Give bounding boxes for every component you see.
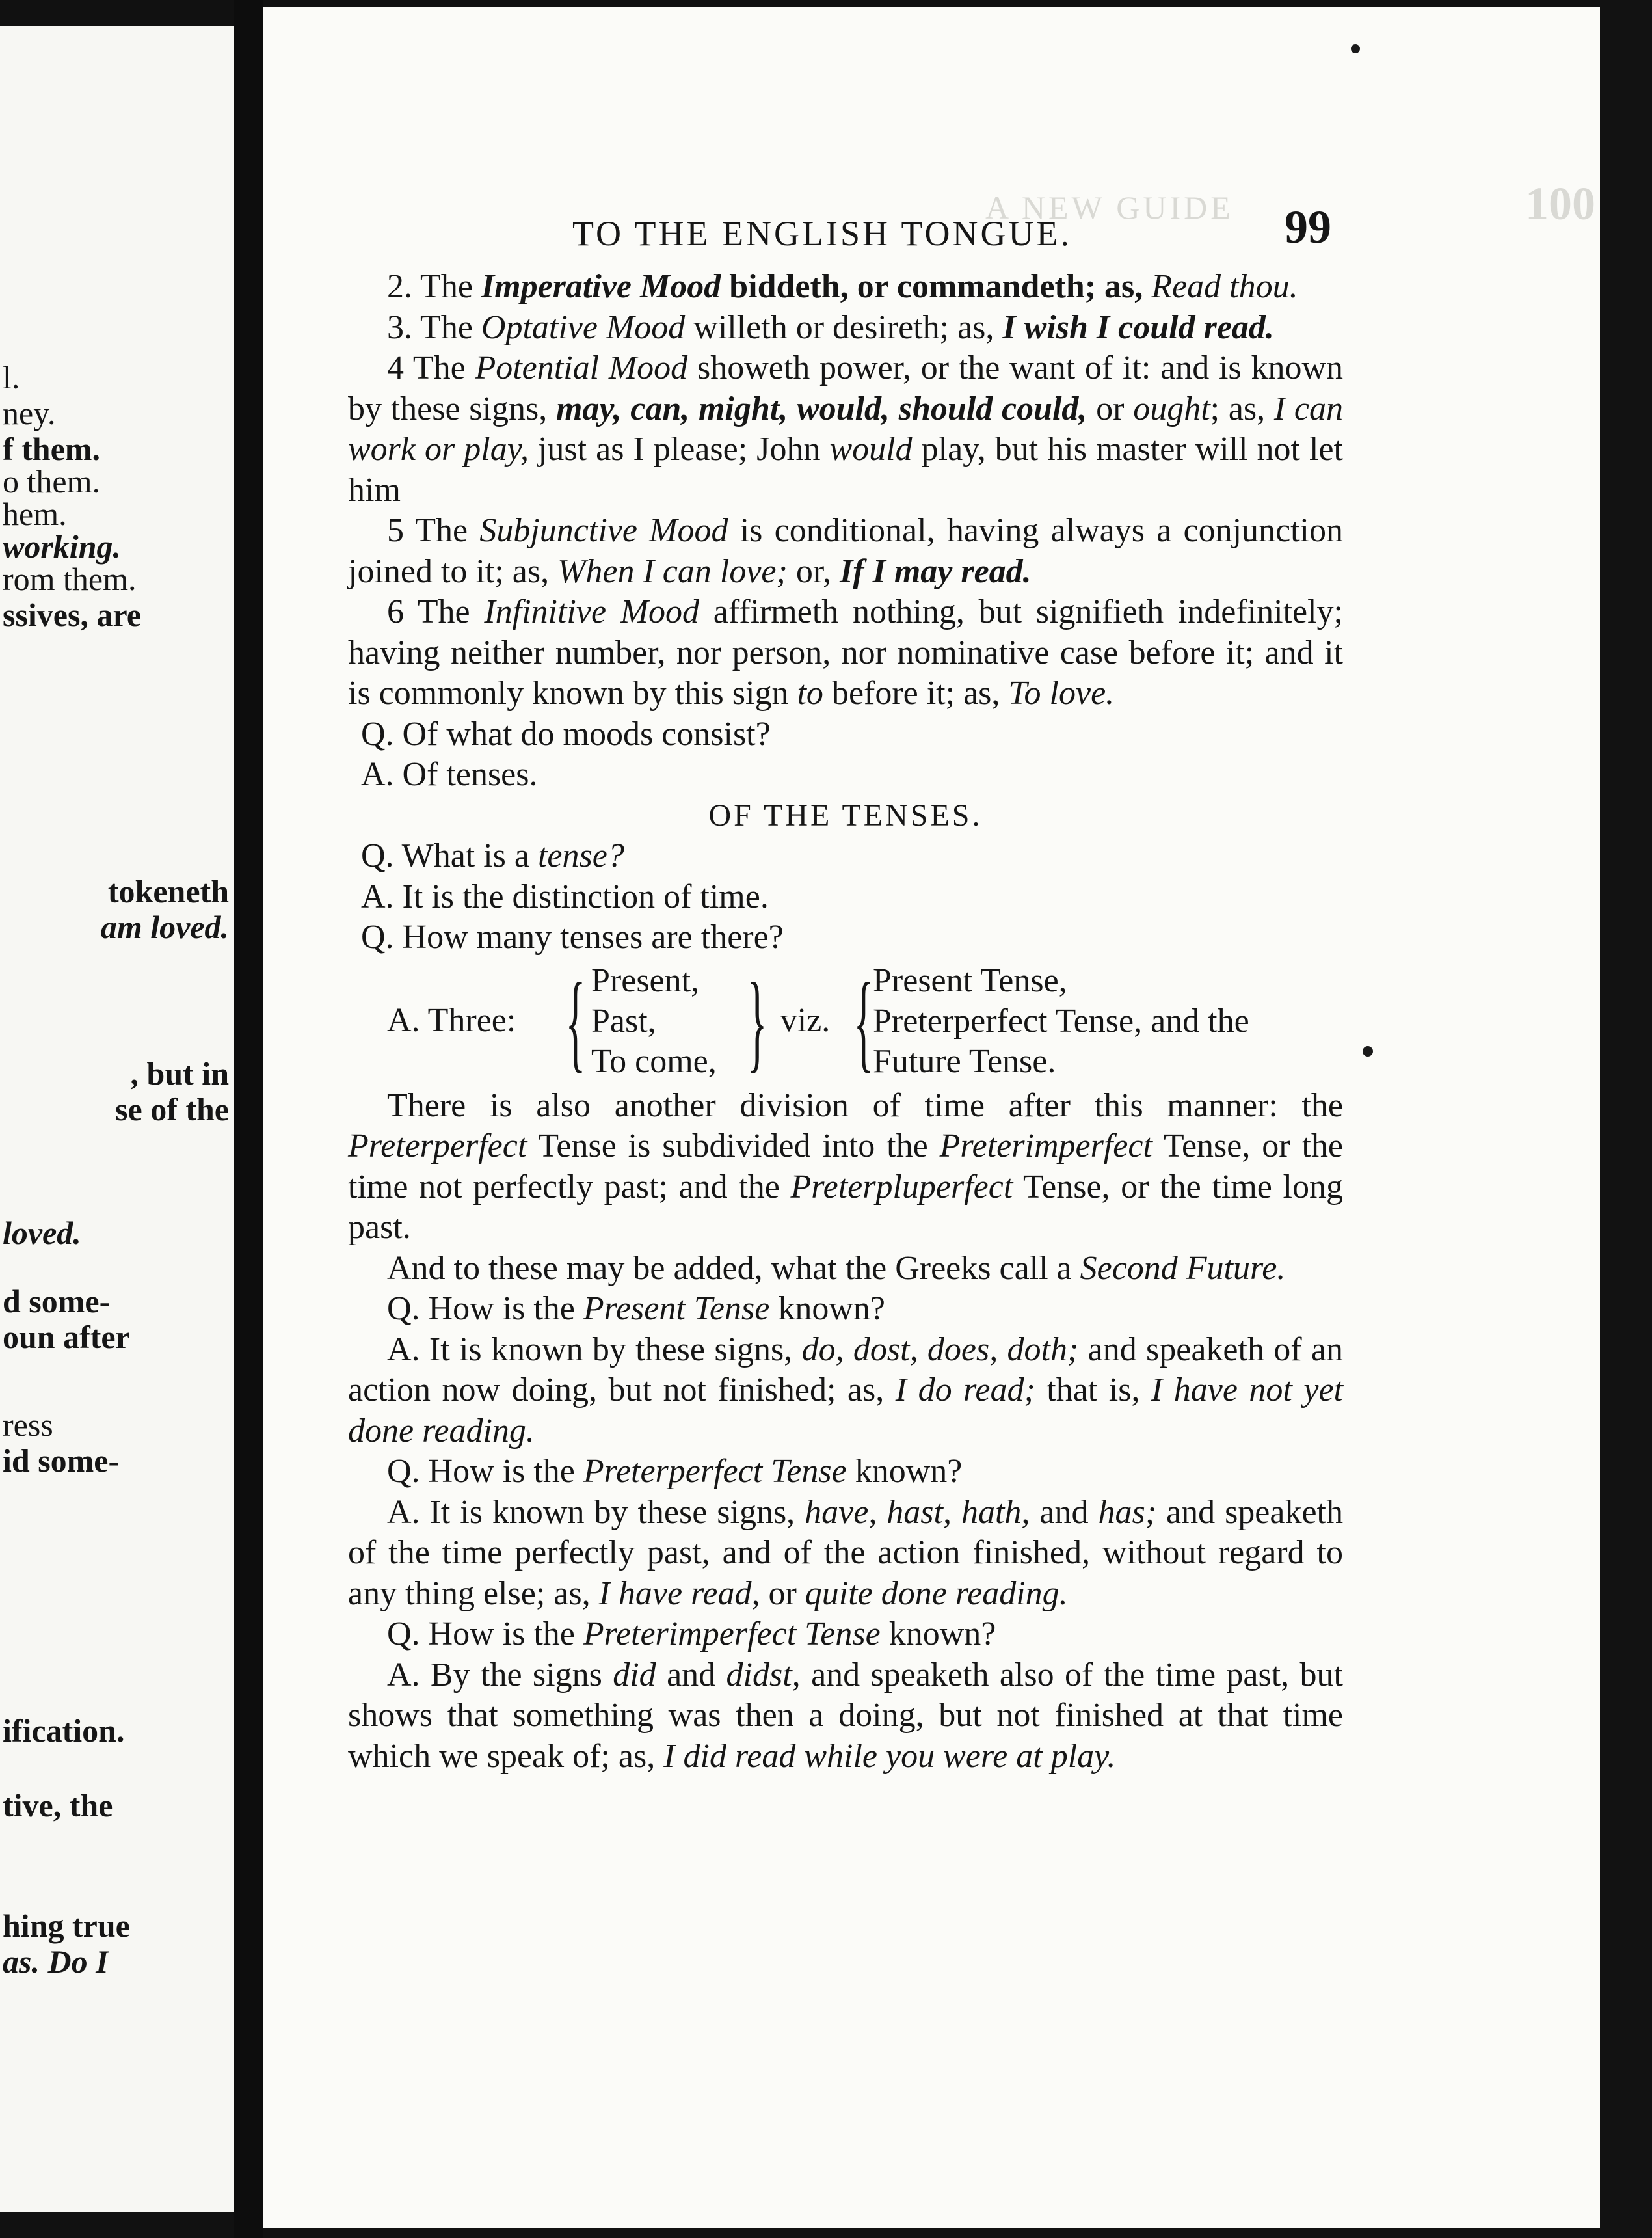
page-number: 99 [1285,201,1331,253]
ink-speck [1363,1046,1373,1057]
facing-page-text: ification. [3,1712,125,1749]
second-future-paragraph: And to these may be added, what the Greeks call a Second Future. [387,1249,1286,1287]
tense-item: Present, [591,962,700,999]
facing-page-text: hem. [3,496,67,532]
middle-brace: } [747,960,767,1083]
tense-name: Preterperfect Tense, and the [873,1002,1249,1040]
facing-page-text: ssives, are [3,597,141,633]
facing-page-text: tive, the [3,1787,113,1824]
question-how-many: Q. How many tenses are there? [361,919,784,956]
facing-page-fragment [0,26,234,2212]
tenses-bracket-table [387,960,1343,1083]
tense-answer: A. Three: [387,1002,516,1040]
answer-preterperfect-tense: A. It is known by these signs, have, hast, hath, and has; and speaketh of the time perfectly past, and of the action finished, without regard to any thing else; as, I have read, or quite done reading. [348,1493,1343,1612]
question-moods: Q. Of what do moods consist? [361,715,771,753]
facing-page-text: hing true [3,1908,130,1944]
facing-page-text: d some- [3,1283,111,1319]
optative-mood-paragraph: 3. The Optative Mood willeth or desireth; as, I wish I could read. [387,308,1274,346]
answer-preterimperfect-tense: A. By the signs did and didst, and speaketh also of the time past, but shows that something was then a doing, but not finished at that time which we speak of; as, I did read while you were at play. [348,1656,1344,1775]
left-brace: { [565,960,586,1083]
page-gutter [234,0,263,2238]
facing-page-text: l. [3,359,20,396]
facing-page-text: rom them. [3,561,137,597]
tense-name-list [873,961,1328,1082]
ink-speck [1351,44,1360,53]
bleed-through-page-number: 100 [1525,178,1595,230]
question-tense: Q. What is a tense? [361,837,624,874]
facing-page-text: as. Do I [3,1943,109,1980]
facing-page-text: oun after [3,1319,130,1355]
facing-page-text: ress [3,1407,53,1443]
facing-page-text: se of the [115,1091,229,1127]
tense-item: To come, [591,1042,717,1080]
question-preterimperfect-tense: Q. How is the Preterimperfect Tense known? [387,1615,996,1652]
section-heading: OF THE TENSES. [708,798,983,833]
infinitive-mood-paragraph: 6 The Infinitive Mood affirmeth nothing, but signifieth indefinitely; having neither number, nor person, nor nominative case before it; and it is commonly known by this sign to before it; as, To love. [348,593,1343,712]
tense-name: Future Tense. [873,1042,1056,1080]
facing-page-text: id some- [3,1442,120,1479]
facing-page-text: tokeneth [107,873,229,910]
viz-label: viz. [780,1002,831,1040]
facing-page-text: o them. [3,463,100,500]
facing-page-text: , but in [130,1055,229,1092]
right-brace: { [853,960,874,1083]
tense-name: Present Tense, [873,962,1067,999]
scan-edge [1600,0,1652,2238]
potential-mood-paragraph: 4 The Potential Mood showeth power, or the want of it: and is known by these signs, may, can, might, would, should could, or ought; as, I can work or play, just as I please; John would play, but his master will not let him [348,349,1343,509]
bleed-through-header: A NEW GUIDE [985,189,1234,226]
facing-page-text: am loved. [100,909,229,945]
facing-page-text: f them. [3,431,100,467]
answer-tenses: A. Of tenses. [361,756,538,793]
division-paragraph: There is also another division of time after this manner: the Preterperfect Tense is subdivided into the Preterimperfect Tense, or the time not perfectly past; and the Preterpluperfect Tense, or the time long past. [348,1086,1343,1246]
question-preterperfect-tense: Q. How is the Preterperfect Tense known? [387,1453,963,1490]
facing-page-text: working. [3,528,122,565]
subjunctive-mood-paragraph: 5 The Subjunctive Mood is conditional, having always a conjunction joined to it; as, When I can love; or, If I may read. [348,512,1344,590]
running-head: TO THE ENGLISH TONGUE. [572,214,1072,253]
tense-item: Past, [591,1002,656,1040]
answer-present-tense: A. It is known by these signs, do, dost, does, doth; and speaketh of an action now doing, but not finished; as, I do read; that is, I have not yet done reading. [348,1330,1343,1449]
imperative-mood-paragraph: 2. The Imperative Mood biddeth, or commandeth; as, Read thou. [387,268,1298,305]
tense-list [585,961,738,1082]
facing-page-text: loved. [3,1215,81,1251]
answer-tense: A. It is the distinction of time. [361,878,769,915]
question-present-tense: Q. How is the Present Tense known? [387,1290,885,1327]
facing-page-text: ney. [3,395,56,431]
page-body [348,267,1343,1777]
